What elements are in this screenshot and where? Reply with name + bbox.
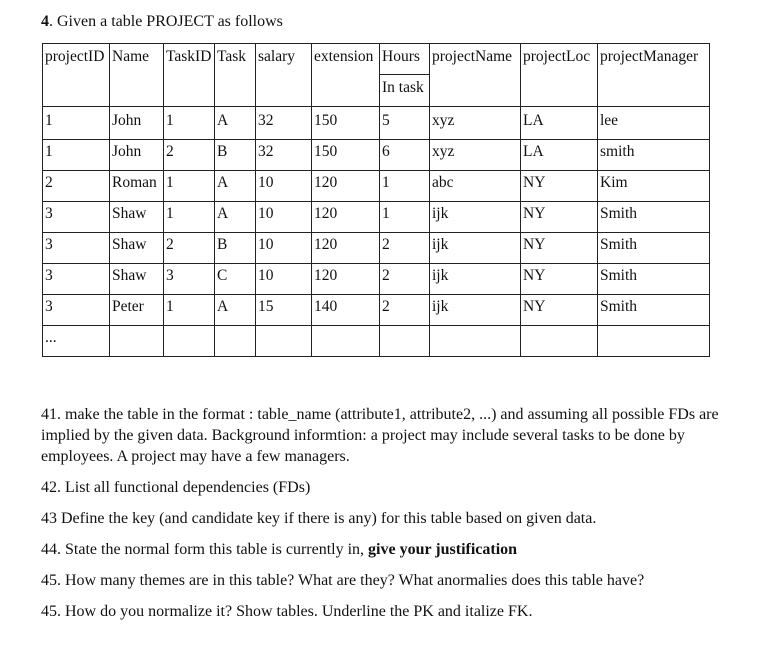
- header-taskid: TaskID: [164, 44, 215, 107]
- cell-taskid: 1: [164, 171, 215, 202]
- header-task: Task: [215, 44, 256, 107]
- cell-projectname: ijk: [430, 202, 521, 233]
- cell-task: B: [215, 233, 256, 264]
- cell-hours: 5: [380, 107, 430, 140]
- questions-section: [41, 404, 721, 622]
- header-projectid: projectID: [43, 44, 110, 107]
- cell-name: Shaw: [110, 264, 164, 295]
- cell-hours: 1: [380, 202, 430, 233]
- table-row: [43, 171, 710, 202]
- cell-taskid: 3: [164, 264, 215, 295]
- cell-extension: 120: [312, 264, 380, 295]
- question-44: [41, 539, 721, 560]
- cell-projectloc: NY: [521, 264, 598, 295]
- cell-extension: 150: [312, 140, 380, 171]
- header-projectname: projectName: [430, 44, 521, 107]
- table-row: [43, 264, 710, 295]
- cell-projectid: 1: [43, 140, 110, 171]
- cell-projectmanager: Smith: [598, 295, 710, 326]
- cell-salary: 10: [256, 264, 312, 295]
- cell-task: A: [215, 295, 256, 326]
- question-45-anomalies: 45. How many themes are in this table? What are they? What anormalies does this table have?: [41, 572, 645, 589]
- cell-projectid: 3: [43, 264, 110, 295]
- cell-projectmanager: Smith: [598, 202, 710, 233]
- header-name: Name: [110, 44, 164, 107]
- empty-cell: [521, 326, 598, 357]
- cell-task: B: [215, 140, 256, 171]
- cell-hours: 2: [380, 295, 430, 326]
- cell-projectloc: LA: [521, 107, 598, 140]
- cell-extension: 140: [312, 295, 380, 326]
- cell-projectname: ijk: [430, 233, 521, 264]
- empty-cell: [256, 326, 312, 357]
- empty-cell: [430, 326, 521, 357]
- table-row: [43, 107, 710, 140]
- cell-name: Shaw: [110, 202, 164, 233]
- cell-projectmanager: Kim: [598, 171, 710, 202]
- question-44-text: 44. State the normal form this table is currently in,: [41, 541, 369, 558]
- cell-projectmanager: Smith: [598, 233, 710, 264]
- question-45-normalize: 45. How do you normalize it? Show tables. Underline the PK and italize FK.: [41, 603, 533, 620]
- cell-projectloc: NY: [521, 295, 598, 326]
- cell-taskid: 2: [164, 140, 215, 171]
- empty-cell: [598, 326, 710, 357]
- cell-projectmanager: smith: [598, 140, 710, 171]
- cell-name: Peter: [110, 295, 164, 326]
- cell-name: John: [110, 140, 164, 171]
- cell-hours: 2: [380, 233, 430, 264]
- ellipsis-cell: ...: [43, 326, 110, 357]
- cell-projectloc: NY: [521, 202, 598, 233]
- header-extension: extension: [312, 44, 380, 107]
- header-hours: Hours: [380, 44, 430, 75]
- cell-salary: 10: [256, 171, 312, 202]
- empty-cell: [312, 326, 380, 357]
- cell-extension: 120: [312, 233, 380, 264]
- empty-cell: [380, 326, 430, 357]
- header-projectmanager: projectManager: [598, 44, 710, 107]
- cell-hours: 2: [380, 264, 430, 295]
- question-heading-text: . Given a table PROJECT as follows: [49, 13, 283, 30]
- cell-hours: 6: [380, 140, 430, 171]
- cell-name: John: [110, 107, 164, 140]
- cell-salary: 15: [256, 295, 312, 326]
- cell-extension: 120: [312, 202, 380, 233]
- cell-extension: 150: [312, 107, 380, 140]
- cell-taskid: 1: [164, 295, 215, 326]
- header-projectloc: projectLoc: [521, 44, 598, 107]
- cell-projectloc: NY: [521, 233, 598, 264]
- header-hours-subheader: In task: [380, 75, 430, 107]
- cell-projectname: xyz: [430, 140, 521, 171]
- cell-salary: 10: [256, 202, 312, 233]
- empty-cell: [110, 326, 164, 357]
- cell-task: A: [215, 202, 256, 233]
- cell-salary: 10: [256, 233, 312, 264]
- cell-projectname: abc: [430, 171, 521, 202]
- question-42: 42. List all functional dependencies (FDs): [41, 479, 311, 496]
- cell-salary: 32: [256, 140, 312, 171]
- header-salary: salary: [256, 44, 312, 107]
- cell-name: Shaw: [110, 233, 164, 264]
- question-heading: [41, 12, 283, 32]
- cell-projectid: 3: [43, 233, 110, 264]
- table-row: [43, 233, 710, 264]
- cell-projectid: 3: [43, 202, 110, 233]
- cell-task: C: [215, 264, 256, 295]
- cell-hours: 1: [380, 171, 430, 202]
- cell-extension: 120: [312, 171, 380, 202]
- cell-task: A: [215, 171, 256, 202]
- cell-taskid: 2: [164, 233, 215, 264]
- table-row: [43, 295, 710, 326]
- table-row: [43, 202, 710, 233]
- cell-projectid: 3: [43, 295, 110, 326]
- cell-task: A: [215, 107, 256, 140]
- question-41: 41. make the table in the format : table_name (attribute1, attribute2, ...) and assuming all possible FDs are implied by the given data. Background informtion: a project may include several tasks to be done by employees. A project may have a few managers.: [41, 406, 719, 465]
- table-row: [43, 140, 710, 171]
- table-row-ellipsis: [43, 326, 710, 357]
- cell-projectmanager: lee: [598, 107, 710, 140]
- cell-salary: 32: [256, 107, 312, 140]
- empty-cell: [215, 326, 256, 357]
- cell-projectmanager: Smith: [598, 264, 710, 295]
- cell-name: Roman: [110, 171, 164, 202]
- cell-taskid: 1: [164, 107, 215, 140]
- cell-projectid: 2: [43, 171, 110, 202]
- question-number: 4: [41, 13, 49, 30]
- cell-projectloc: NY: [521, 171, 598, 202]
- cell-projectname: ijk: [430, 295, 521, 326]
- cell-projectid: 1: [43, 107, 110, 140]
- cell-projectname: xyz: [430, 107, 521, 140]
- project-table: [42, 43, 710, 357]
- question-44-emphasis: give your justification: [368, 541, 518, 558]
- cell-projectname: ijk: [430, 264, 521, 295]
- project-table-body: [43, 107, 710, 357]
- question-43: 43 Define the key (and candidate key if there is any) for this table based on given data.: [41, 510, 597, 527]
- cell-taskid: 1: [164, 202, 215, 233]
- cell-projectloc: LA: [521, 140, 598, 171]
- empty-cell: [164, 326, 215, 357]
